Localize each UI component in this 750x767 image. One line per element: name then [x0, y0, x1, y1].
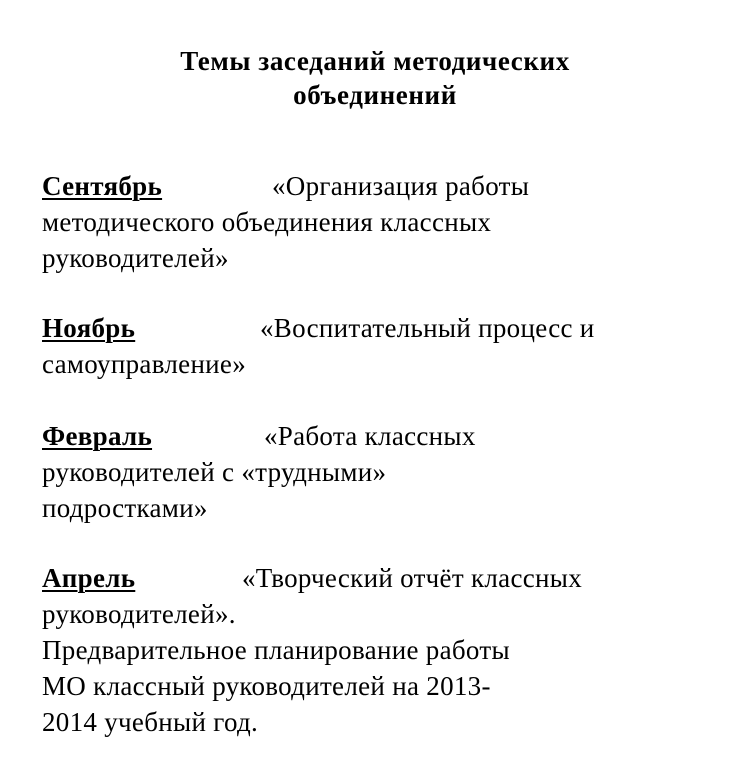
- topic-line: методического объединения классных: [42, 207, 492, 237]
- meeting-entry-september: [42, 168, 732, 276]
- topic-line: руководителей».: [42, 599, 236, 629]
- topic-line: «Творческий отчёт классных: [242, 563, 583, 593]
- topic-line: МО классный руководителей на 2013-: [42, 671, 491, 701]
- meeting-entry-april: [42, 560, 732, 740]
- title-line-2: объединений: [293, 80, 457, 110]
- topic-line: руководителей с «трудными»: [42, 457, 387, 487]
- topic-line: 2014 учебный год.: [42, 707, 259, 737]
- topic-line: Предварительное планирование работы: [42, 635, 510, 665]
- meeting-entry-november: [42, 310, 732, 382]
- meeting-entry-february: [42, 418, 732, 526]
- month-label: Сентябрь: [42, 171, 163, 201]
- month-label: Февраль: [42, 421, 153, 451]
- topic-line: «Организация работы: [272, 171, 530, 201]
- topic-line: самоуправление»: [42, 349, 247, 379]
- topic-line: подростками»: [42, 493, 208, 523]
- entry-first-line: [42, 310, 732, 346]
- topic-line: «Воспитательный процесс и: [260, 313, 595, 343]
- topic-line: руководителей»: [42, 243, 229, 273]
- topic-line: «Работа классных: [264, 421, 476, 451]
- entry-first-line: [42, 560, 732, 596]
- month-label: Апрель: [42, 563, 136, 593]
- document-title: [60, 44, 690, 112]
- entry-first-line: [42, 168, 732, 204]
- title-line-1: Темы заседаний методических: [180, 46, 570, 76]
- month-label: Ноябрь: [42, 313, 136, 343]
- entry-first-line: [42, 418, 732, 454]
